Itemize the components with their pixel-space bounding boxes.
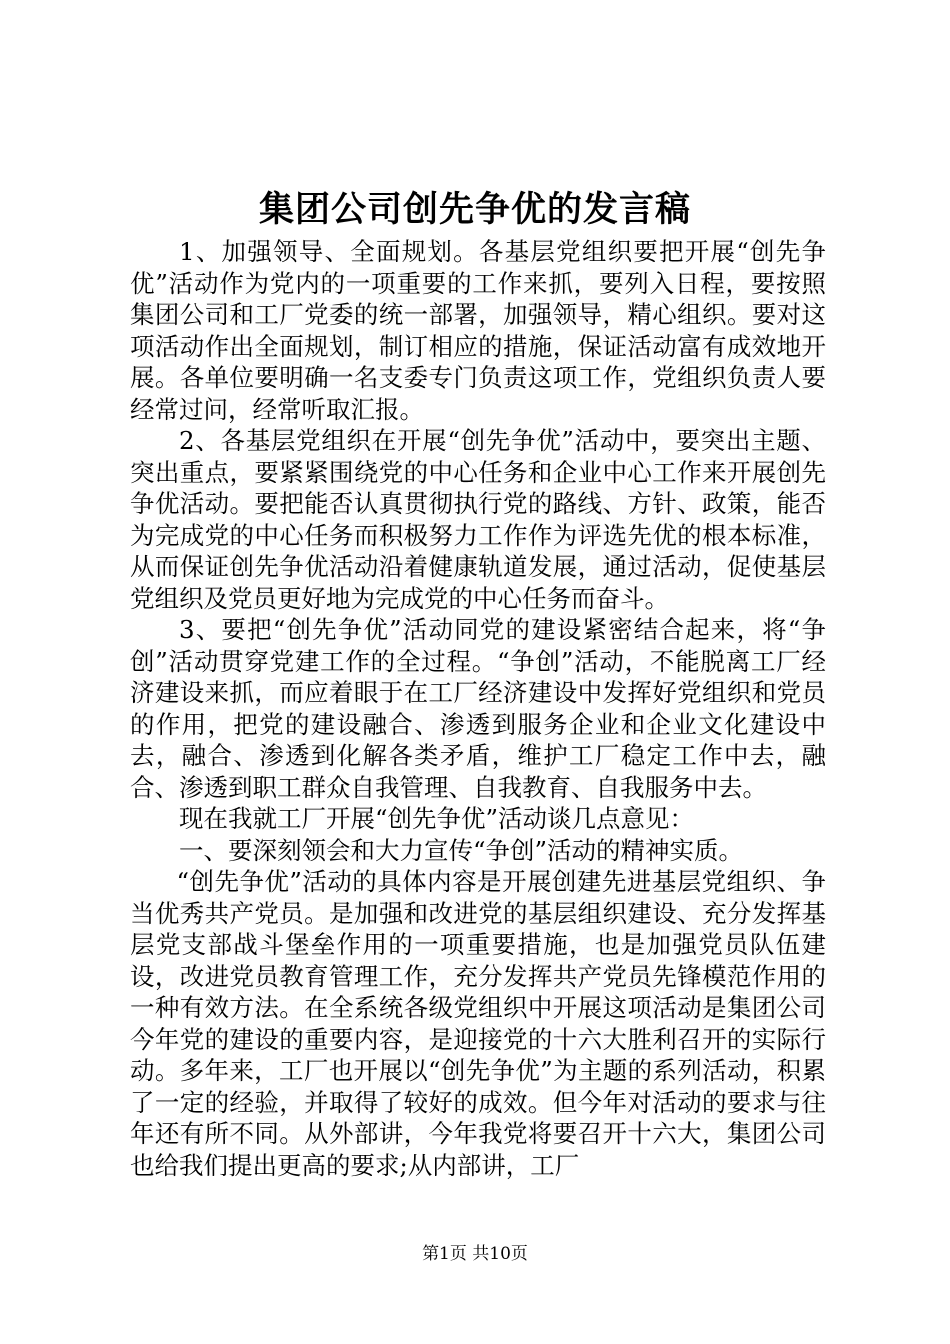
paragraph-6: “创先争优”活动的具体内容是开展创建先进基层党组织、争当优秀共产党员。是加强和改进党的基层组织建设、充分发挥基层党支部战斗堡垒作用的一项重要措施，也是加强党员队伍建设，改进党员教育管理工作，充分发挥共产党员先锋模范作用的一种有效方法。在全系统各级党组织中开展这项活动是集团公司今年党的建设的重要内容，是迎接党的十六大胜利召开的实际行动。多年来，工厂也开展以“创先争优”为主题的系列活动，积累了一定的经验，并取得了较好的成效。但今年对活动的要求与往年还有所不同。从外部讲，今年我党将要召开十六大，集团公司也给我们提出更高的要求;从内部讲，工厂 [130, 867, 826, 1180]
paragraph-1: 1、加强领导、全面规划。各基层党组织要把开展“创先争优”活动作为党内的一项重要的工作来抓，要列入日程，要按照集团公司和工厂党委的统一部署，加强领导，精心组织。要对这项活动作出全面规划，制订相应的措施，保证活动富有成效地开展。各单位要明确一名支委专门负责这项工作，党组织负责人要经常过问，经常听取汇报。 [130, 237, 826, 424]
document-body [130, 236, 826, 1181]
paragraph-2: 2、各基层党组织在开展“创先争优”活动中，要突出主题、突出重点，要紧紧围绕党的中心任务和企业中心工作来开展创先争优活动。要把能否认真贯彻执行党的路线、方针、政策，能否为完成党的中心任务而积极努力工作作为评选先优的根本标准，从而保证创先争优活动沿着健康轨道发展，通过活动，促使基层党组织及党员更好地为完成党的中心任务而奋斗。 [130, 426, 826, 613]
paragraph-5: 一、要深刻领会和大力宣传“争创”活动的精神实质。 [179, 835, 744, 865]
paragraph-3: 3、要把“创先争优”活动同党的建设紧密结合起来，将“争创”活动贯穿党建工作的全过程。“争创”活动，不能脱离工厂经济建设来抓，而应着眼于在工厂经济建设中发挥好党组织和党员的作用，把党的建设融合、渗透到服务企业和企业文化建设中去，融合、渗透到化解各类矛盾，维护工厂稳定工作中去，融合、渗透到职工群众自我管理、自我教育、自我服务中去。 [130, 615, 826, 802]
paragraph-4: 现在我就工厂开展“创先争优”活动谈几点意见： [179, 804, 695, 833]
page-number-footer: 第1页 共10页 [422, 1244, 528, 1264]
document-title: 集团公司创先争优的发言稿 [258, 189, 691, 230]
